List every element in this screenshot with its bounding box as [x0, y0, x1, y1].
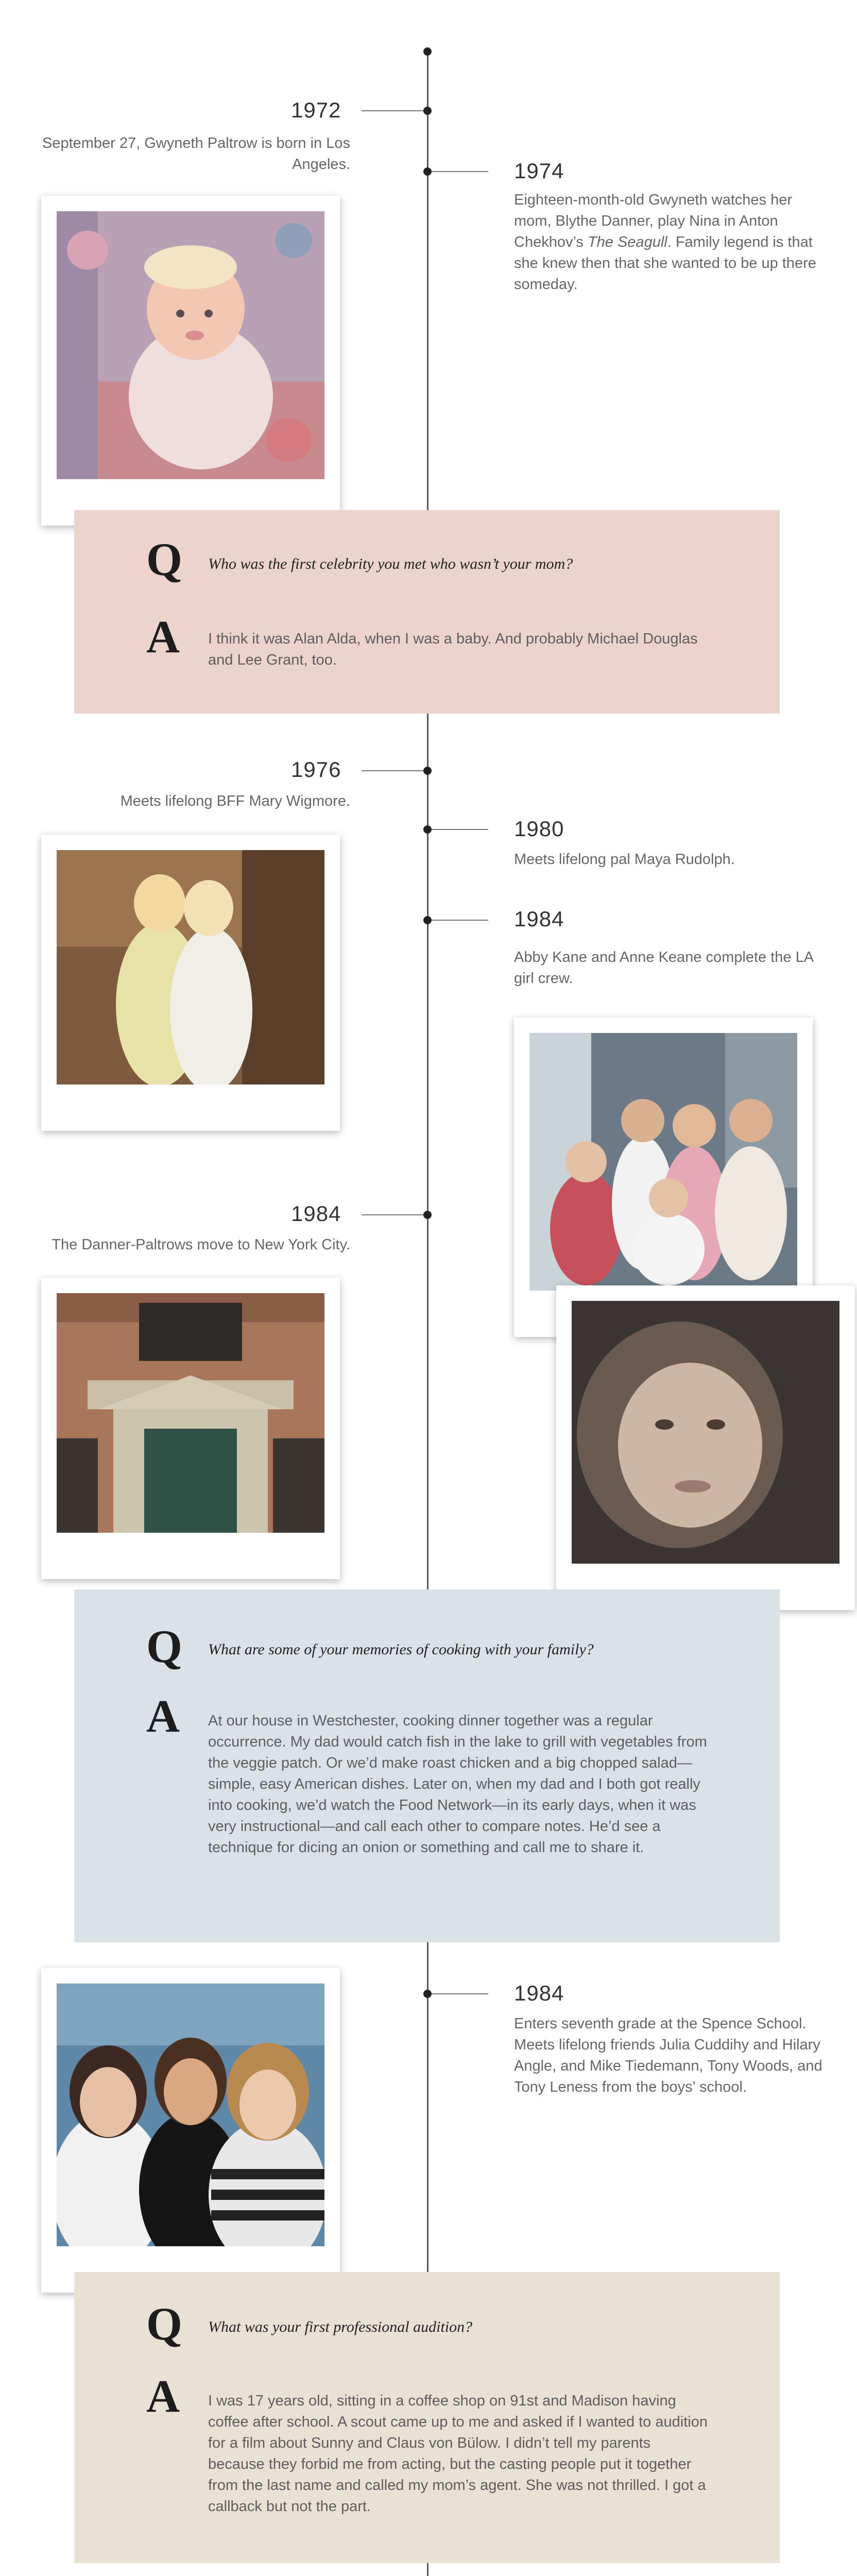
timeline-dot [423, 107, 432, 115]
event-description: September 27, Gwyneth Paltrow is born in Los Angeles. [42, 135, 350, 173]
timeline-line [427, 714, 428, 1589]
timeline-start-dot [423, 47, 432, 56]
timeline-line [427, 2563, 428, 2576]
photo-gwyneth-and-mary [41, 835, 340, 1131]
event-year: 1980 [514, 817, 564, 841]
event-year: 1984 [514, 1981, 564, 2005]
event-year: 1984 [514, 907, 564, 931]
event-year: 1976 [291, 757, 341, 782]
photo-spence-friends [41, 1968, 340, 2293]
timeline-tick [432, 1993, 488, 1994]
event-description: The Danner-Paltrows move to New York City. [52, 1236, 350, 1253]
timeline-tick [432, 920, 488, 921]
timeline-dot [423, 916, 432, 924]
timeline-dot [423, 767, 432, 775]
question-letter: Q [146, 534, 183, 585]
photo-nyc-townhouse [41, 1278, 340, 1579]
event-year: 1984 [291, 1201, 341, 1226]
timeline-dot [423, 825, 432, 834]
event-description: Abby Kane and Anne Keane complete the LA girl crew. [514, 949, 813, 987]
event-description: Enters seventh grade at the Spence School. Meets lifelong friends Julia Cuddihy and Hilary Angle, and Mike Tiedemann, Tony Woods, and Tony Leness from the boys’ school. [514, 2015, 822, 2095]
event-description: Eighteen-month-old Gwyneth watches her mom, Blythe Danner, play Nina in Anton Chekhov’s The Seagull. Family legend is that she knew then that she wanted to be up there someday. [514, 192, 816, 293]
qa-box-first-audition [74, 2272, 780, 2563]
timeline-tick [432, 829, 488, 830]
timeline-dot [423, 1211, 432, 1219]
timeline-tick [362, 770, 423, 771]
qa-box-first-celebrity [74, 510, 780, 714]
photo-young-gwyneth-portrait [556, 1285, 855, 1610]
question-text: What was your first professional audition? [208, 2318, 473, 2335]
question-letter: Q [146, 2299, 183, 2350]
answer-letter: A [146, 1691, 180, 1742]
photo-baby-gwyneth [41, 196, 340, 526]
answer-letter: A [146, 2371, 180, 2422]
timeline-dot [423, 1990, 432, 1998]
answer-text: I was 17 years old, sitting in a coffee shop on 91st and Madison having coffee after school. A scout came up to me and asked if I wanted to audition for a film about Sunny and Claus von Bülow. I didn’t tell my parents because they forbid me from acting, but the casting people put it together from the last name and called my mom’s agent. She was not thrilled. I got a callback but not the part. [208, 2393, 708, 2515]
question-text: Who was the first celebrity you met who wasn’t your mom? [208, 555, 573, 572]
answer-text: I think it was Alan Alda, when I was a baby. And probably Michael Douglas and Lee Grant, too. [208, 631, 698, 668]
event-year: 1974 [514, 159, 564, 183]
event-description: Meets lifelong BFF Mary Wigmore. [120, 793, 350, 809]
answer-text: At our house in Westchester, cooking dinner together was a regular occurrence. My dad would catch fish in the lake to grill with vegetables from the veggie patch. Or we’d make roast chicken and a big chopped salad—simple, easy American dishes. Later on, when my dad and I both got really into cooking, we’d watch the Food Network—in its early days, when it was very instructional—and call each other to compare notes. He’d see a technique for dicing an onion or something and call me to share it. [208, 1713, 707, 1856]
event-description: Meets lifelong pal Maya Rudolph. [514, 851, 735, 868]
event-year: 1972 [291, 98, 341, 122]
timeline-tick [432, 171, 488, 172]
timeline-tick [362, 1214, 423, 1215]
question-letter: Q [146, 1621, 183, 1672]
answer-letter: A [146, 612, 180, 663]
timeline-tick [362, 110, 423, 111]
timeline-line [427, 52, 428, 510]
question-text: What are some of your memories of cooking with your family? [208, 1641, 594, 1658]
timeline-dot [423, 167, 432, 176]
qa-box-cooking-memories [74, 1589, 780, 1942]
